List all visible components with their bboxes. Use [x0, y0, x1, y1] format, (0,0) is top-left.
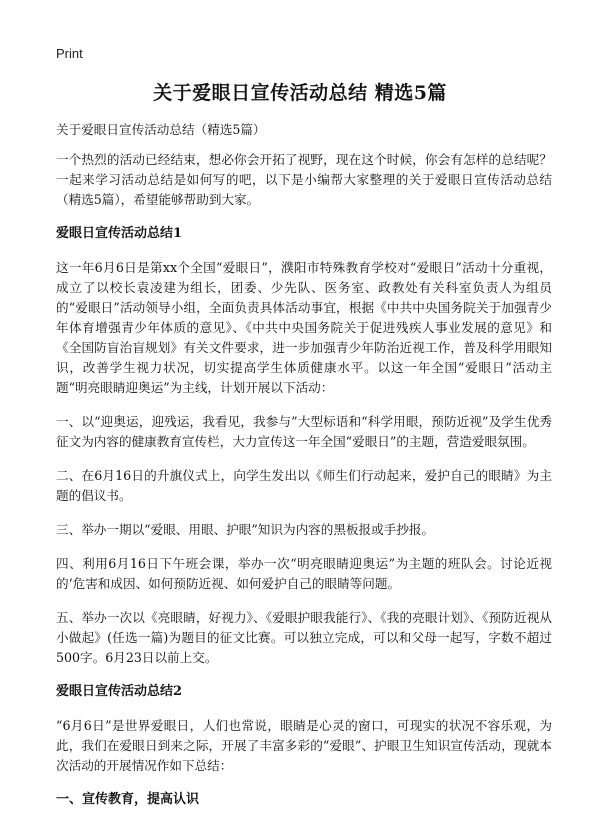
print-link[interactable]: Print [56, 46, 83, 61]
section-1-paragraph: 二、在6月16日的升旗仪式上，向学生发出以《师生们行动起来，爱护自己的眼睛》为主题的倡议书。 [56, 468, 552, 503]
section-1-paragraph: 五、举办一次以《亮眼睛，好视力》、《爱眼护眼我能行》、《我的亮眼计划》、《预防近视从小做起》(任选一篇)为题目的征文比赛。可以独立完成，可以和父母一起写，字数不超过500字。6月23日以前上交。 [56, 610, 552, 665]
section-1-paragraph: 一、以“迎奥运，迎残运，我看见，我参与”大型标语和“科学用眼，预防近视”及学生优秀征文为内容的健康教育宣传栏，大力宣传这一年全国“爱眼日”的主题，营造爱眼氛围。 [56, 414, 552, 449]
section-1-paragraph: 这一年6月6日是第xx个全国“爱眼日”，濮阳市特殊教育学校对“爱眼日”活动十分重视，成立了以校长袁凌建为组长，团委、少先队、医务室、政教处有关科室负责人为组员的“爱眼日”活动领导小组，全面负责具体活动事宜，根据《中共中央国务院关于加强青少年体育增强青少年体质的意见》、《中共中央国务院关于促进残疾人事业发展的意见》和《全国防盲治盲规划》有关文件要求，进一步加强青少年防治近视工作，普及科学用眼知识，改善学生视力状况，切实提高学生体质健康水平。以这一年全国“爱眼日”活动主题“明亮眼睛迎奥运”为主线，计划开展以下活动： [56, 260, 552, 395]
section-1-paragraph: 三、举办一期以“爱眼、用眼、护眼”知识为内容的黑板报或手抄报。 [56, 522, 435, 537]
section-1-paragraph: 四、利用6月16日下午班会课，举办一次“明亮眼睛迎奥运”为主题的班队会。讨论近视的‘危害和成因、如何预防近视、如何爱护自己的眼睛等问题。 [56, 556, 552, 591]
section-2-paragraph: “6月6日”是世界爱眼日，人们也常说，眼睛是心灵的窗口，可现实的状况不容乐观，为此，我们在爱眼日到来之际，开展了丰富多彩的“爱眼”、护眼卫生知识宣传活动，现就本次活动的开展情况作如下总结： [56, 718, 552, 773]
intro-paragraph: 一个热烈的活动已经结束，想必你会开拓了视野，现在这个时候，你会有怎样的总结呢？一起来学习活动总结是如何写的吧，以下是小编帮大家整理的关于爱眼日宣传活动总结（精选5篇），希望能够帮助到大家。 [56, 152, 552, 207]
section-2-subheading: 一、宣传教育，提高认识 [56, 792, 200, 807]
section-1-heading: 爱眼日宣传活动总结1 [56, 226, 183, 241]
document-body [56, 120, 552, 824]
document-subtitle: 关于爱眼日宣传活动总结（精选5篇） [56, 122, 266, 137]
section-2-heading: 爱眼日宣传活动总结2 [56, 684, 183, 699]
page-title: 关于爱眼日宣传活动总结 精选5篇 [153, 82, 447, 104]
